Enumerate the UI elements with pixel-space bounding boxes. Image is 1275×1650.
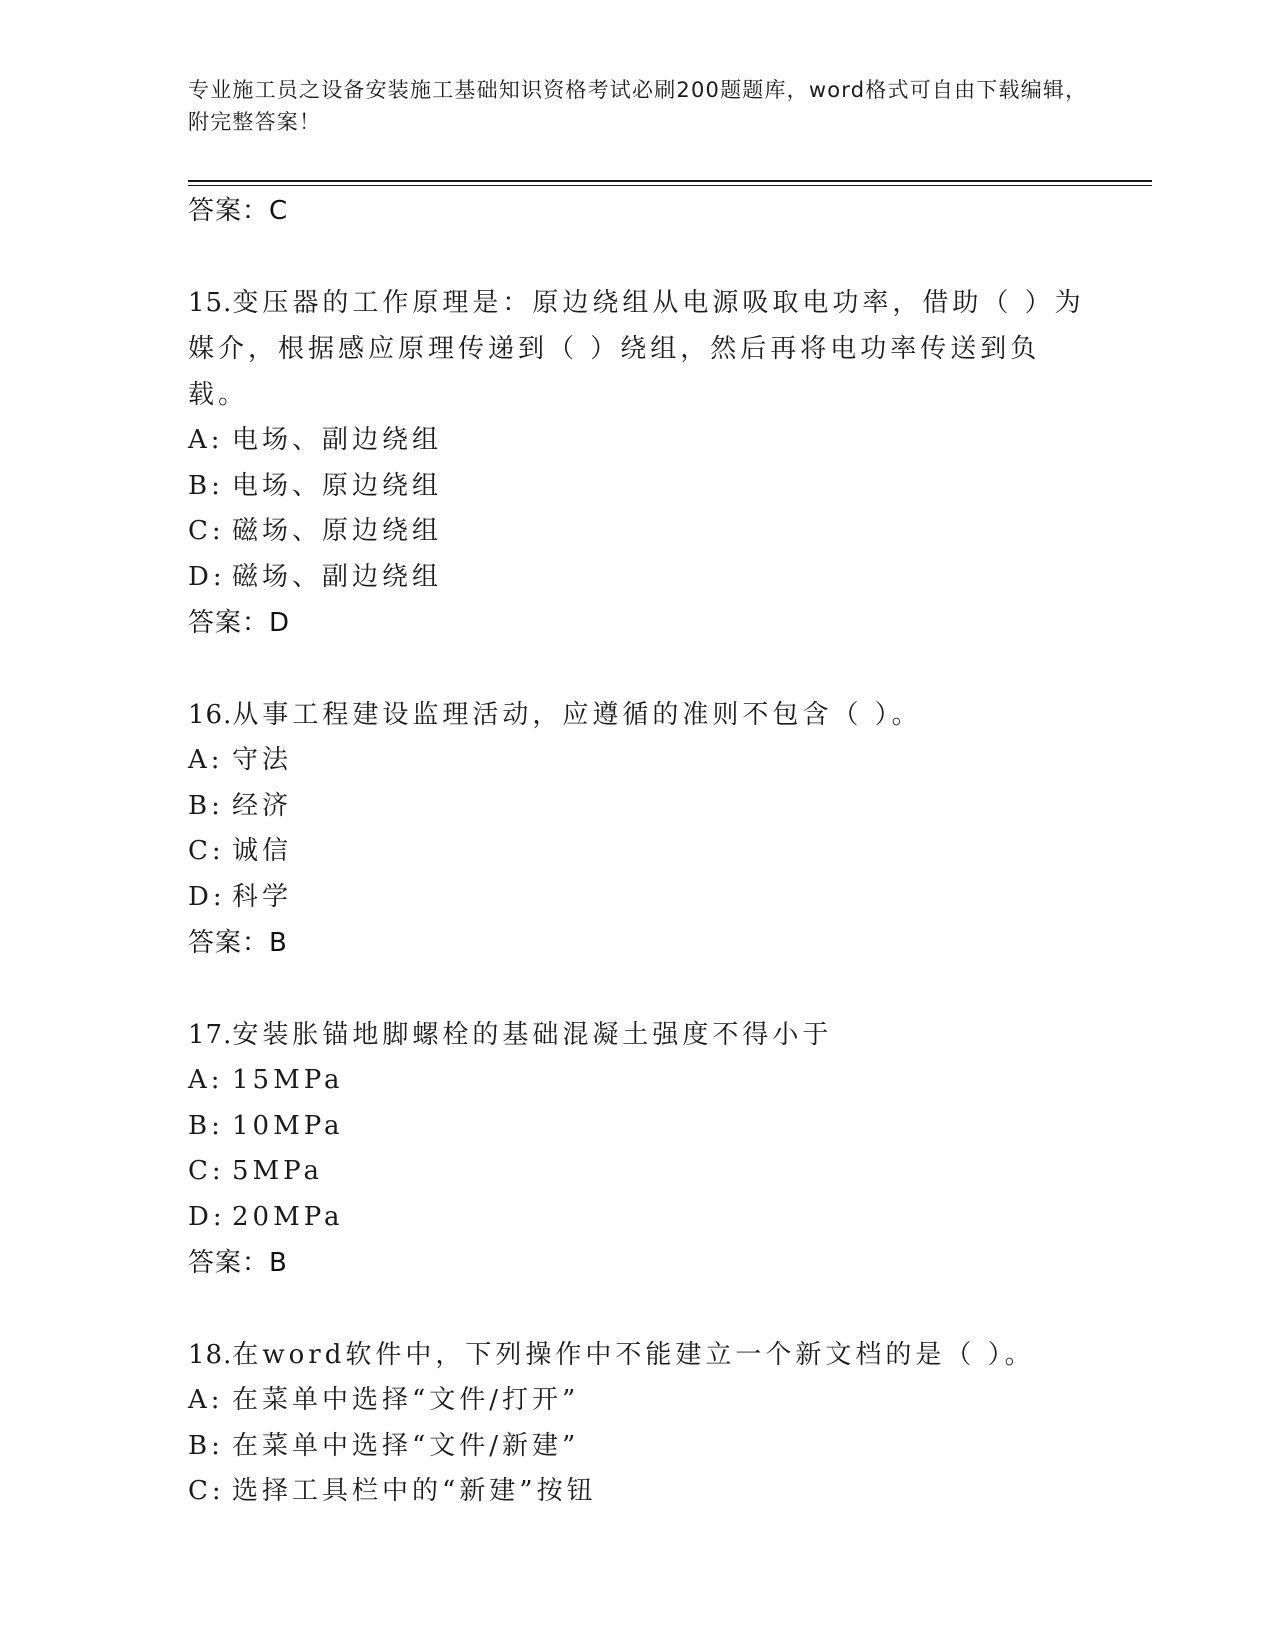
option-letter: C:	[188, 516, 225, 546]
option-a	[188, 1058, 1088, 1104]
option-letter: D:	[188, 561, 226, 592]
option-text: 守法	[232, 745, 293, 775]
option-letter: A:	[188, 745, 224, 775]
option-text: 5MPa	[232, 1156, 323, 1186]
question-list	[188, 188, 1088, 1515]
option-letter: C:	[188, 1476, 225, 1506]
option-letter: C:	[188, 1156, 225, 1186]
option-letter: D:	[188, 881, 226, 912]
question-number: 16.	[188, 700, 233, 730]
question-text	[188, 692, 1088, 738]
option-b	[188, 464, 1088, 510]
option-letter: B:	[188, 1110, 224, 1141]
question-number: 15.	[188, 288, 233, 318]
question-block	[188, 1012, 1088, 1332]
option-letter: A:	[188, 1065, 224, 1095]
answer-line: 答案：B	[188, 1248, 288, 1278]
option-b	[188, 1104, 1088, 1150]
option-text: 20MPa	[232, 1201, 344, 1232]
header-divider	[188, 180, 1152, 182]
document-header: 专业施工员之设备安装施工基础知识资格考试必刷200题题库，word格式可自由下载编辑，附完整答案！	[188, 78, 1088, 134]
option-text: 10MPa	[232, 1110, 344, 1141]
option-c	[188, 829, 1088, 875]
option-letter: D:	[188, 1201, 226, 1232]
answer-line: 答案：D	[188, 608, 291, 638]
option-text: 在菜单中选择“文件/新建”	[232, 1430, 580, 1461]
option-text: 科学	[232, 881, 293, 912]
question-text	[188, 1012, 1088, 1058]
option-a	[188, 738, 1088, 784]
option-text: 15MPa	[232, 1065, 344, 1095]
option-text: 诚信	[232, 836, 293, 866]
option-a	[188, 418, 1088, 464]
question-block	[188, 692, 1088, 1012]
option-text: 电场、副边绕组	[232, 425, 443, 455]
option-letter: B:	[188, 790, 224, 821]
option-letter: B:	[188, 1430, 224, 1461]
option-c	[188, 509, 1088, 555]
question-block	[188, 280, 1088, 692]
option-b	[188, 784, 1088, 830]
option-text: 磁场、副边绕组	[232, 561, 443, 592]
option-c	[188, 1149, 1088, 1195]
option-c	[188, 1469, 1088, 1515]
option-letter: B:	[188, 470, 224, 501]
question-stem: 在word软件中，下列操作中不能建立一个新文档的是（ ）。	[232, 1340, 1035, 1370]
answer-line: 答案：C	[188, 196, 289, 226]
option-letter: C:	[188, 836, 225, 866]
option-text: 磁场、原边绕组	[232, 516, 443, 546]
question-stem: 从事工程建设监理活动，应遵循的准则不包含（ ）。	[232, 700, 922, 730]
question-text	[188, 280, 1088, 418]
question-stem: 变压器的工作原理是：原边绕组从电源吸取电功率，借助（ ）为媒介，根据感应原理传递到（ ）绕组，然后再将电功率传送到负载。	[188, 288, 1085, 410]
option-d	[188, 555, 1088, 601]
question-stem: 安装胀锚地脚螺栓的基础混凝土强度不得小于	[232, 1020, 833, 1050]
question-number: 18.	[188, 1340, 233, 1370]
question-number: 17.	[188, 1020, 233, 1050]
option-text: 经济	[232, 790, 293, 821]
header-divider-secondary	[188, 185, 1152, 186]
option-text: 电场、原边绕组	[232, 470, 443, 501]
option-d	[188, 875, 1088, 921]
option-a	[188, 1378, 1088, 1424]
option-text: 在菜单中选择“文件/打开”	[232, 1385, 580, 1415]
option-letter: A:	[188, 1385, 224, 1415]
option-letter: A:	[188, 425, 224, 455]
option-d	[188, 1195, 1088, 1241]
question-block	[188, 1332, 1088, 1515]
option-b	[188, 1424, 1088, 1470]
answer-line: 答案：B	[188, 928, 288, 958]
option-text: 选择工具栏中的“新建”按钮	[232, 1476, 597, 1506]
question-text	[188, 1332, 1088, 1378]
